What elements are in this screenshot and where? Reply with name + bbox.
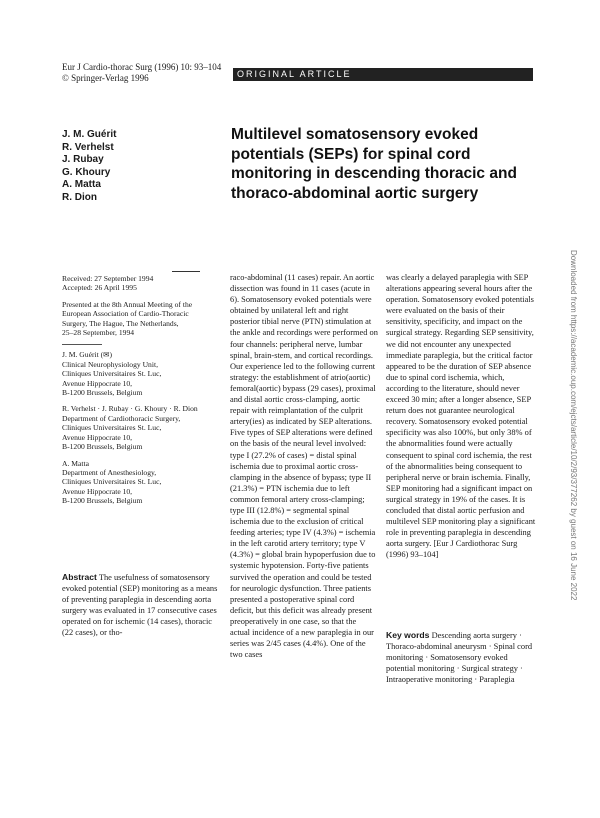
- presentation-note: Presented at the 8th Annual Meeting of the: [62, 299, 193, 309]
- accepted-date: Accepted: 26 April 1995: [62, 283, 137, 293]
- affiliation-line: J. M. Guérit (✉): [62, 350, 113, 360]
- presentation-note: Surgery, The Hague, The Netherlands,: [62, 318, 179, 328]
- presentation-note: 25–28 September, 1994: [62, 328, 135, 338]
- abstract-text: The usefulness of somatosensory evoked potential (SEP) monitoring as a means of preventing paraplegia in descending aorta surgery was evaluated in 17 consecutive cases operated on for ischemic (14 cases), thoracic (22 cases), or tho-: [62, 573, 218, 638]
- abstract-column-3: was clearly a delayed paraplegia with SEP alterations appearing several hours after the operation. Somatosensory evoked potentials were evaluated on the basis of their sensitivity, specificity, and impact on the surgical strategy. Regarding SEP sensitivity, we did not encounter any unexpected immediate paraplegia, but the critical factor appeared to be the duration of SEP absence due to spinal cord ischemia, which, according to the literature, should never exceed 30 min; after a longer absence, SEP return does not guarantee neurological recovery. Somatosensory evoked potential specificity was also 100%, but only 38% of the abnormalities found were actually consequent to spinal cord ischemia, the rest of the abnormalities being consequent to peripheral nerve or brain ischemia. Finally, SEP monitoring had a significant impact on surgical strategy in 19% of the cases. It is concluded that distal aortic perfusion and multilevel SEP monitoring play a significant role in preventing paraplegia in descending aorta surgery. [Eur J Cardiothorac Surg (1996) 93–104]: [386, 273, 536, 560]
- keywords-label: Key words: [386, 630, 430, 640]
- author-name: G. Khoury: [62, 166, 111, 178]
- affiliation-line: Avenue Hippocrate 10,: [62, 432, 133, 442]
- affiliation: [62, 459, 220, 506]
- keywords: [386, 630, 536, 685]
- section-label: ORIGINAL ARTICLE: [233, 68, 533, 81]
- download-watermark: [566, 250, 580, 622]
- affiliation-line: Cliniques Universitaires St. Luc,: [62, 477, 162, 487]
- affiliation: [62, 404, 220, 451]
- affiliation-line: B-1200 Brussels, Belgium: [62, 388, 143, 398]
- affiliation-line: B-1200 Brussels, Belgium: [62, 496, 143, 506]
- abstract-label: Abstract: [62, 572, 97, 582]
- author-name: J. M. Guérit: [62, 129, 117, 140]
- keywords-text: Descending aorta surgery · Thoraco-abdominal aneurysm · Spinal cord monitoring · Somatosensory evoked potential monitoring · Surgical strategy · Intraoperative monitoring · Paraplegia: [386, 631, 533, 685]
- affiliation-line: Department of Cardiothoracic Surgery,: [62, 413, 181, 423]
- affiliation: [62, 350, 220, 397]
- author-name: R. Dion: [62, 191, 97, 203]
- presentation-note: European Association of Cardio-Thoracic: [62, 309, 189, 319]
- journal-citation: [62, 62, 232, 84]
- publisher-copyright: © Springer-Verlag 1996: [62, 73, 149, 83]
- divider: [172, 271, 200, 272]
- divider: [62, 344, 102, 345]
- download-note: Downloaded from https://academic.oup.com/ejcts/article/10/2/93/377262 by guest on 16 June 2022: [569, 250, 578, 601]
- article-title: Multilevel somatosensory evoked potentials (SEPs) for spinal cord monitoring in descending thoracic and thoraco-abdominal aortic surgery: [231, 126, 517, 202]
- affiliation-line: Cliniques Universitaires St. Luc,: [62, 423, 162, 433]
- author-name: J. Rubay: [62, 154, 104, 165]
- affiliation-line: Avenue Hippocrate 10,: [62, 378, 133, 388]
- author-name: A. Matta: [62, 179, 101, 190]
- received-date: Received: 27 September 1994: [62, 274, 154, 283]
- affiliation-line: Department of Anesthesiology,: [62, 467, 157, 477]
- author-list: [62, 129, 116, 204]
- abstract: [62, 572, 220, 639]
- article-notes: [62, 274, 220, 513]
- affiliation-line: Cliniques Universitaires St. Luc,: [62, 369, 162, 379]
- journal-reference: Eur J Cardio-thorac Surg (1996) 10: 93–104: [62, 62, 222, 72]
- abstract-column-2: raco-abdominal (11 cases) repair. An aortic dissection was found in 11 cases (acute in 6). Somatosensory evoked potentials were obtained by unilateral left and right posterior tibial nerve (PTN) stimulation at the ankle and recordings were performed on four channels: peripheral nerve, lumbar spinal, brain-stem, and cortical recordings. Our experience led to the following current strategy: the establishment of atrio(aortic) femoral(aortic) bypass (29 cases), proximal and distal aortic cross-clamping, aortic repair with reimplantation of the culprit artery(ies) as indicated by SEP alterations. Five types of SEP alterations were defined on the basis of the neural level involved: type I (27.2% of cases) = distal spinal ischemia due to proximal aortic cross-clamping in the absence of bypass; type II (21.3%) = PTN ischemia due to left common femoral artery cross-clamping; type III (12.8%) = segmental spinal ischemia due to the exclusion of critical feeding arteries; type IV (4.3%) = ischemia in the left carotid artery territory; type V (4.3%) = global brain hypoperfusion due to systemic hypotension. Forty-five patients survived the operation and could be tested for neurologic dysfunction. Three patients presented a postoperative spinal cord deficit, but this deficit was already present preoperatively in one case, so that the actual incidence of a new paraplegia in our series was 2/45 cases (4.4%). One of the two cases: [230, 273, 378, 660]
- affiliation-line: Avenue Hippocrate 10,: [62, 486, 133, 496]
- affiliation-line: A. Matta: [62, 458, 89, 468]
- affiliation-line: B-1200 Brussels, Belgium: [62, 442, 143, 452]
- affiliation-line: Clinical Neurophysiology Unit,: [62, 359, 158, 369]
- affiliation-line: R. Verhelst · J. Rubay · G. Khoury · R. Dion: [62, 404, 198, 414]
- author-name: R. Verhelst: [62, 141, 114, 153]
